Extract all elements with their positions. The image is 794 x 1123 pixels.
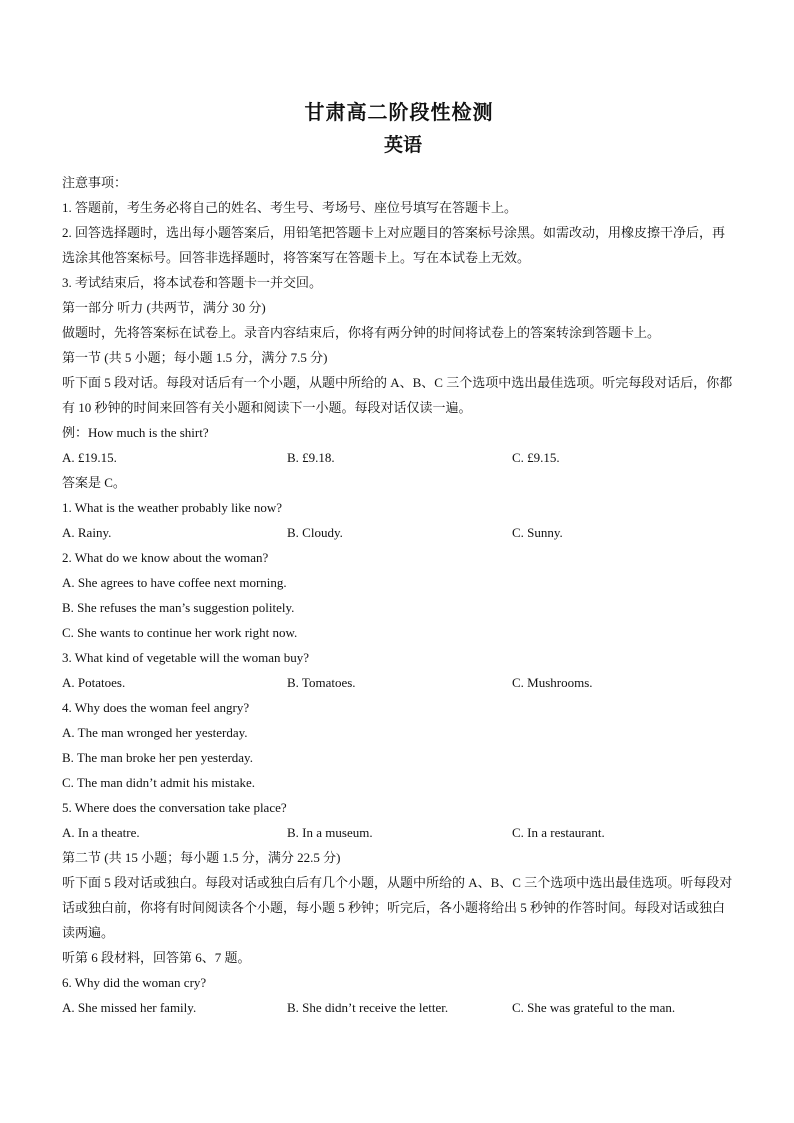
- question-6: 6. Why did the woman cry?: [62, 975, 207, 990]
- example-option-a: A. £19.15.: [62, 450, 117, 465]
- question-3-options: [62, 670, 736, 695]
- notice-heading: 注意事项：: [62, 175, 128, 190]
- section2-instruction: 听下面 5 段对话或独白。每段对话或独白后有几个小题，从题中所给的 A、B、C 三个选项中选出最佳选项。听每段对话或独白前，你将有时间阅读各个小题，每小题 5 秒钟；听完后，各小题将给出 5 秒钟的作答时间。每段对话或独白读两遍。: [62, 875, 733, 940]
- q1-option-a: A. Rainy.: [62, 525, 112, 540]
- question-6-options: [62, 995, 736, 1020]
- q3-option-a: A. Potatoes.: [62, 675, 126, 690]
- q6-option-b: B. She didn’t receive the letter.: [287, 1000, 449, 1015]
- q2-option-c: C. She wants to continue her work right now.: [62, 625, 298, 640]
- question-3: 3. What kind of vegetable will the woman buy?: [62, 650, 310, 665]
- q5-option-c: C. In a restaurant.: [512, 825, 605, 840]
- example-option-c: C. £9.15.: [512, 450, 560, 465]
- q4-option-a: A. The man wronged her yesterday.: [62, 725, 248, 740]
- question-4: 4. Why does the woman feel angry?: [62, 700, 250, 715]
- q5-option-b: B. In a museum.: [287, 825, 373, 840]
- q4-option-c: C. The man didn’t admit his mistake.: [62, 775, 256, 790]
- section2-heading: 第二节 (共 15 小题；每小题 1.5 分，满分 22.5 分): [62, 850, 341, 865]
- question-5: 5. Where does the conversation take place?: [62, 800, 287, 815]
- question-1: 1. What is the weather probably like now?: [62, 500, 282, 515]
- notice-item-1: 1. 答题前，考生务必将自己的姓名、考生号、考场号、座位号填写在答题卡上。: [62, 200, 518, 215]
- exam-title: 甘肃高二阶段性检测: [304, 102, 494, 124]
- q4-option-b: B. The man broke her pen yesterday.: [62, 750, 253, 765]
- q2-option-b: B. She refuses the man’s suggestion politely.: [62, 600, 295, 615]
- q1-option-c: C. Sunny.: [512, 525, 563, 540]
- example-answer: 答案是 C。: [62, 475, 126, 490]
- q1-option-b: B. Cloudy.: [287, 525, 343, 540]
- q3-option-b: B. Tomatoes.: [287, 675, 356, 690]
- example-option-b: B. £9.18.: [287, 450, 335, 465]
- section1-heading: 第一节 (共 5 小题；每小题 1.5 分，满分 7.5 分): [62, 350, 328, 365]
- q3-option-c: C. Mushrooms.: [512, 675, 593, 690]
- question-5-options: [62, 820, 736, 845]
- part1-heading: 第一部分 听力 (共两节，满分 30 分): [62, 300, 266, 315]
- q6-option-a: A. She missed her family.: [62, 1000, 197, 1015]
- q2-option-a: A. She agrees to have coffee next morning.: [62, 575, 287, 590]
- part1-instruction: 做题时，先将答案标在试卷上。录音内容结束后，你将有两分钟的时间将试卷上的答案转涂到答题卡上。: [62, 325, 661, 340]
- exam-subject: 英语: [383, 135, 422, 156]
- q5-option-a: A. In a theatre.: [62, 825, 140, 840]
- section2-material: 听第 6 段材料，回答第 6、7 题。: [62, 950, 251, 965]
- example-question: 例：How much is the shirt?: [62, 425, 209, 440]
- question-1-options: [62, 520, 736, 545]
- question-2: 2. What do we know about the woman?: [62, 550, 269, 565]
- notice-item-2: 2. 回答选择题时，选出每小题答案后，用铅笔把答题卡上对应题目的答案标号涂黑。如需改动，用橡皮擦干净后，再选涂其他答案标号。回答非选择题时，将答案写在答题卡上。写在本试卷上无效。: [62, 225, 726, 265]
- notice-item-3: 3. 考试结束后，将本试卷和答题卡一并交回。: [62, 275, 323, 290]
- q6-option-c: C. She was grateful to the man.: [512, 1000, 676, 1015]
- section1-instruction: 听下面 5 段对话。每段对话后有一个小题，从题中所给的 A、B、C 三个选项中选出最佳选项。听完每段对话后，你都有 10 秒钟的时间来回答有关小题和阅读下一小题。每段对话仅读一遍。: [62, 375, 733, 415]
- example-options: [62, 445, 736, 470]
